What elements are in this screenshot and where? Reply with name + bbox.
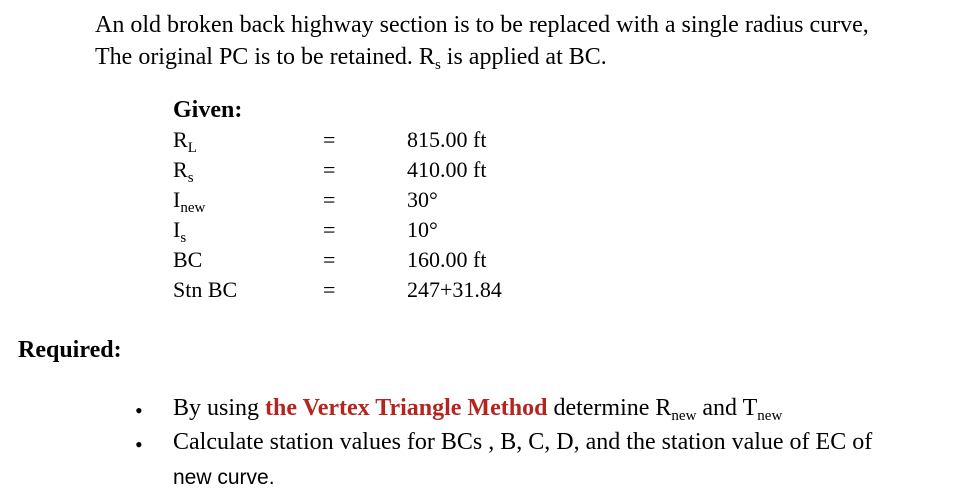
given-row-stn-bc bbox=[0, 277, 976, 307]
method-highlight: the Vertex Triangle Method bbox=[265, 395, 548, 421]
variable-label: $I_{new}$ bbox=[173, 187, 206, 216]
variable-value: 30° bbox=[407, 187, 438, 212]
variable-value: 815.00 ft bbox=[407, 127, 487, 152]
bullet-icon: • bbox=[135, 432, 143, 457]
equals-sign: = bbox=[323, 247, 336, 272]
given-heading: Given: bbox=[173, 97, 243, 123]
required-item-1: By using the Vertex Triangle Method determine $R_{new}$ and $T_{new}$ bbox=[173, 395, 783, 424]
required-heading: Required: bbox=[18, 337, 122, 363]
given-row-is bbox=[0, 217, 976, 247]
given-row-rs bbox=[0, 157, 976, 187]
variable-value: 10° bbox=[407, 217, 438, 242]
variable-label: $R_L$ bbox=[173, 127, 197, 156]
given-row-bc bbox=[0, 247, 976, 277]
given-row-rl bbox=[0, 127, 976, 157]
given-row-inew bbox=[0, 187, 976, 217]
variable-label: $I_s$ bbox=[173, 217, 187, 246]
equals-sign: = bbox=[323, 157, 336, 182]
equals-sign: = bbox=[323, 277, 336, 302]
variable-label: Stn BC bbox=[173, 277, 238, 302]
bullet-icon: • bbox=[135, 398, 143, 423]
intro-line-1: An old broken back highway section is to be replaced with a single radius curve, bbox=[95, 12, 869, 38]
equals-sign: = bbox=[323, 217, 336, 242]
intro-line-2: The original PC is to be retained. $R_s$ is applied at BC. bbox=[95, 44, 607, 73]
required-item-2-line-1: Calculate station values for BCs , B, C, D, and the station value of EC of bbox=[173, 429, 873, 455]
variable-value: 160.00 ft bbox=[407, 247, 487, 272]
variable-value: 247+31.84 bbox=[407, 277, 502, 302]
variable-value: 410.00 ft bbox=[407, 157, 487, 182]
variable-label: BC bbox=[173, 247, 203, 272]
required-item-2-line-2: new curve. bbox=[173, 466, 275, 489]
variable-label: $R_s$ bbox=[173, 157, 194, 186]
equals-sign: = bbox=[323, 127, 336, 152]
equals-sign: = bbox=[323, 187, 336, 212]
